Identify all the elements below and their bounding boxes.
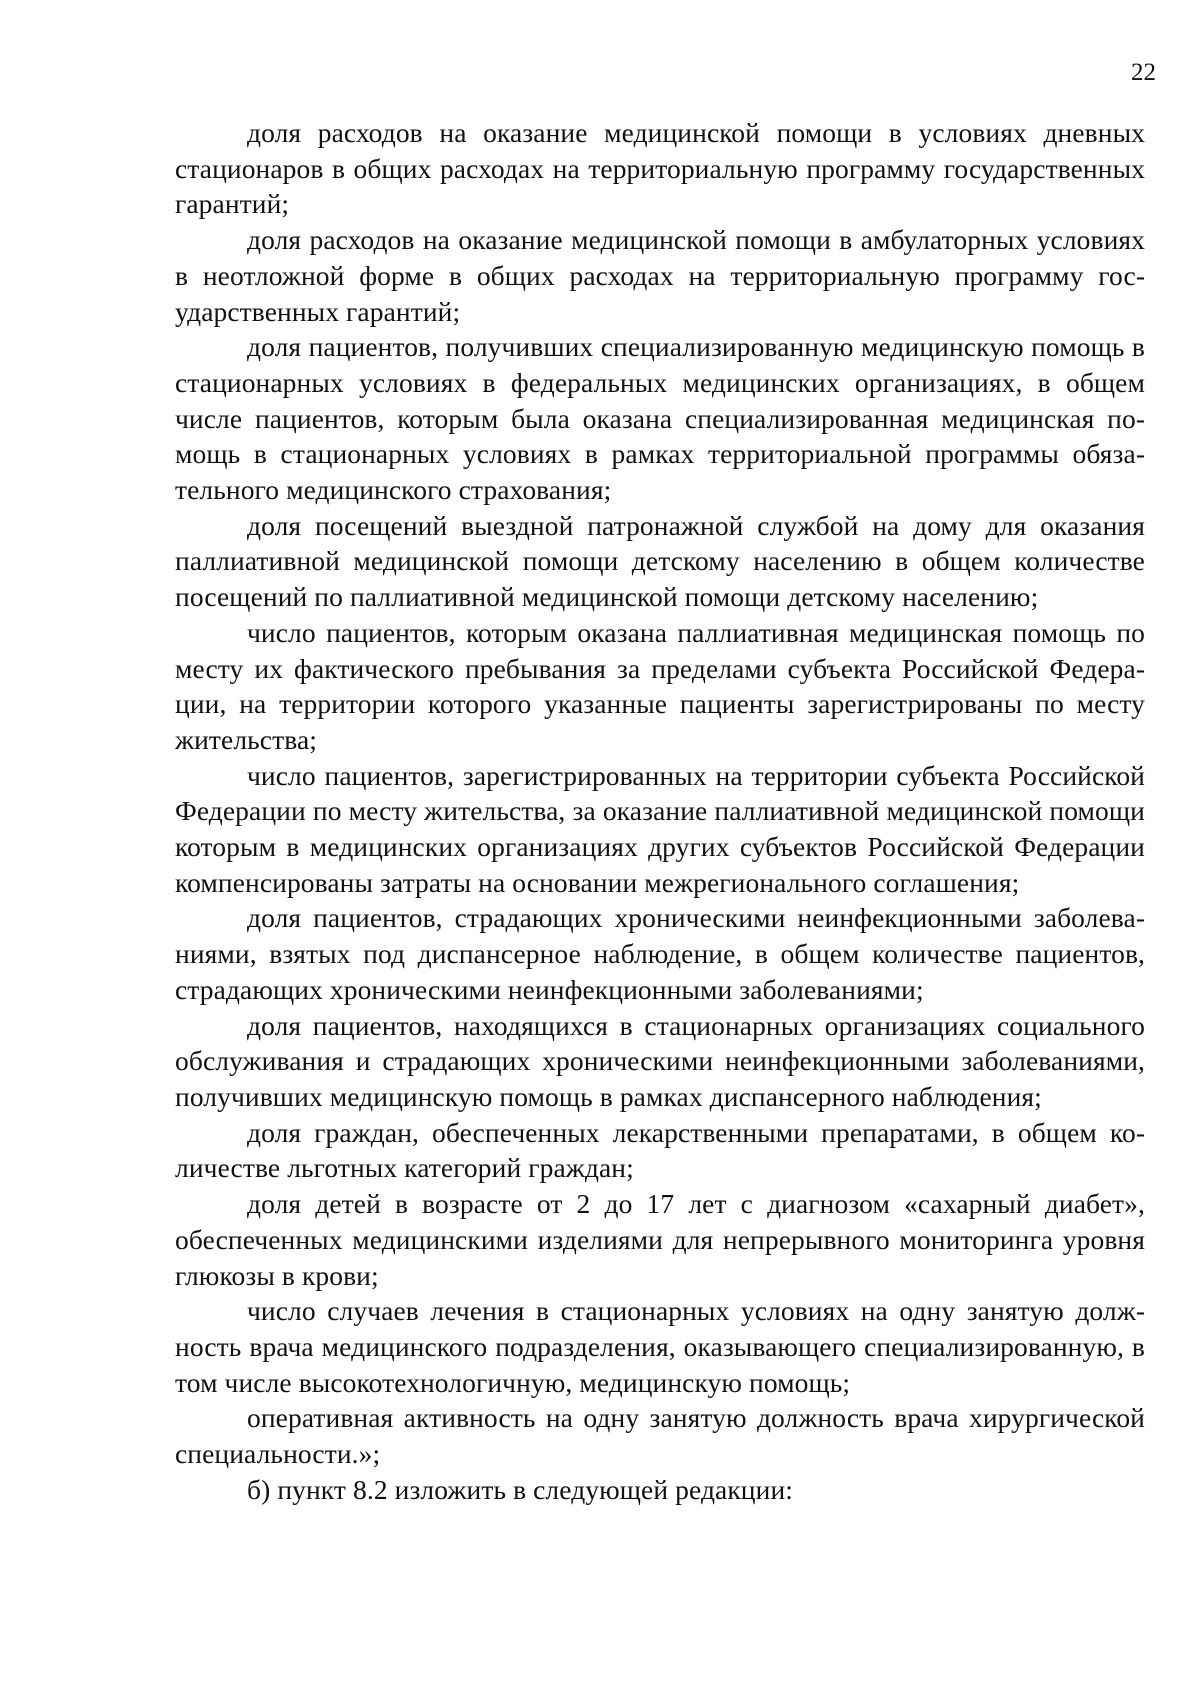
paragraph: доля пациентов, страдающих хроническими неинфекционными заболеваниями, взятых под диспансерное наблюдение, в общем количестве пациентов, страдающих хроническими неинфекционными заболеваниями;: [175, 902, 1145, 1005]
paragraph: число случаев лечения в стационарных условиях на одну занятую должность врача медицинского подразделения, оказывающего специализированную, в том числе высокотехнологичную, медицинскую помощь;: [175, 1295, 1145, 1398]
paragraph: оперативная активность на одну занятую должность врача хирургической специальности.»;: [175, 1402, 1145, 1470]
paragraph: число пациентов, которым оказана паллиативная медицинская помощь по месту их фактического пребывания за пределами субъекта Российской Федерации, на территории которого указанные пациенты зарегистрированы по месту жительства;: [175, 616, 1145, 755]
paragraph: б) пункт 8.2 изложить в следующей редакции:: [247, 1473, 794, 1505]
document-body: [175, 115, 1145, 1507]
paragraph: доля пациентов, получивших специализированную медицинскую помощь в стационарных условиях в федеральных медицинских организациях, в общем числе пациентов, которым была оказана специализированная медицинская помощь в стационарных условиях в рамках территориальной программы обязательного медицинского страхования;: [175, 331, 1145, 506]
paragraph: доля расходов на оказание медицинской помощи в условиях дневных стационаров в общих расходах на территориальную программу государственных гарантий;: [175, 117, 1145, 220]
page-number: 22: [1131, 59, 1156, 86]
paragraph: доля детей в возрасте от 2 до 17 лет с диагнозом «сахарный диабет», обеспеченных медицинскими изделиями для непрерывного мониторинга уровня глюкозы в крови;: [175, 1188, 1145, 1291]
paragraph: доля пациентов, находящихся в стационарных организациях социального обслуживания и страдающих хроническими неинфекционными заболеваниями, получивших медицинскую помощь в рамках диспансерного наблюдения;: [175, 1009, 1145, 1112]
paragraph: доля расходов на оказание медицинской помощи в амбулаторных условиях в неотложной форме в общих расходах на территориальную программу государственных гарантий;: [175, 224, 1145, 327]
paragraph: доля посещений выездной патронажной службой на дому для оказания паллиативной медицинской помощи детскому населению в общем количестве посещений по паллиативной медицинской помощи детскому населению;: [175, 509, 1145, 613]
paragraph: доля граждан, обеспеченных лекарственными препаратами, в общем количестве льготных категорий граждан;: [175, 1116, 1145, 1184]
paragraph: число пациентов, зарегистрированных на территории субъекта Российской Федерации по месту жительства, за оказание паллиативной медицинской помощи которым в медицинских организациях других субъектов Российской Федерации компенсированы затраты на основании межрегионального соглашения;: [175, 759, 1145, 898]
